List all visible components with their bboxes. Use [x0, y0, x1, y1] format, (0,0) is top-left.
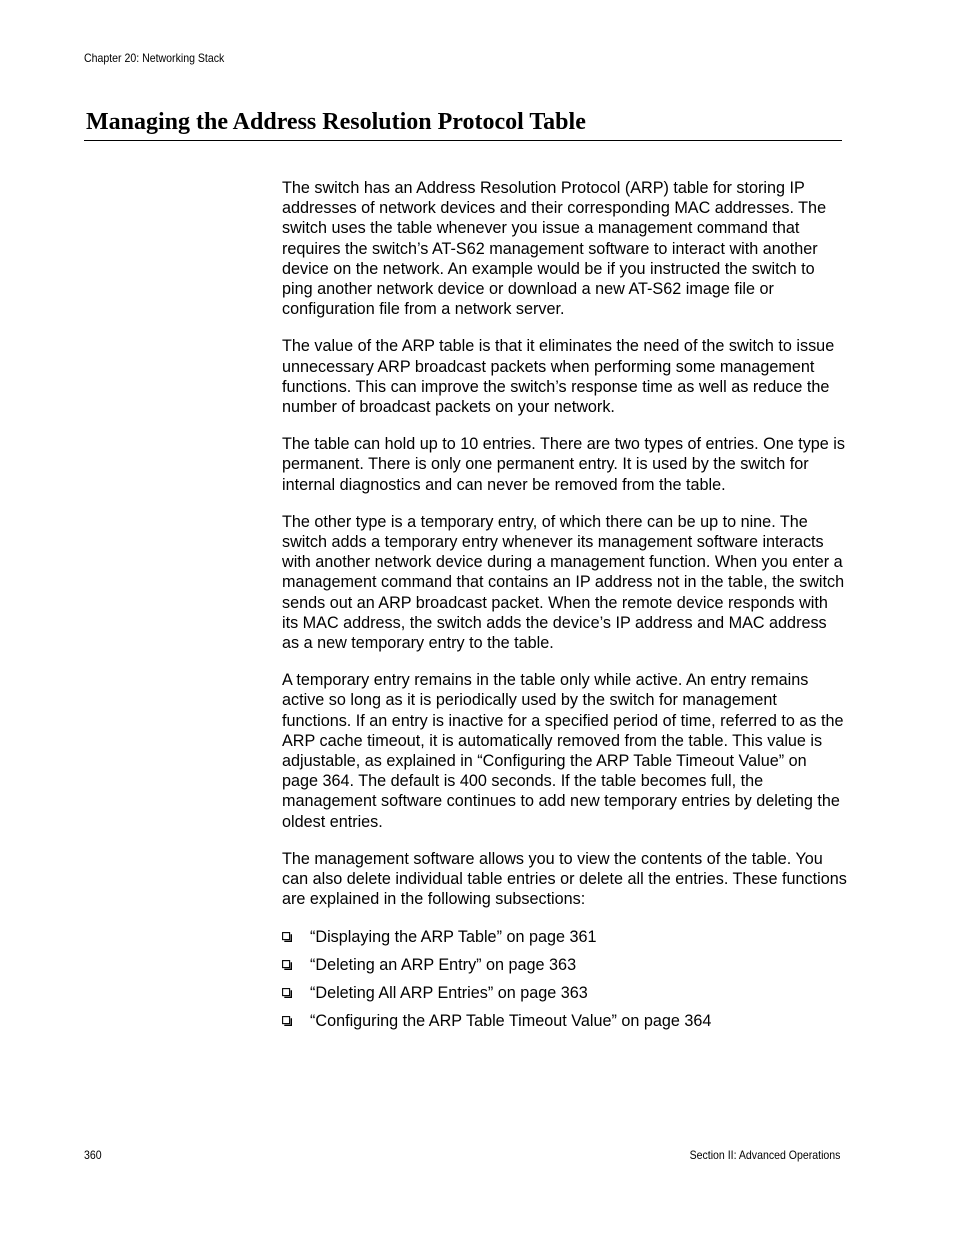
paragraph: A temporary entry remains in the table only while active. An entry remains active so long as it is periodically used by the switch for management functions. If an entry is inactive for a specified period of time, referred to as the ARP cache timeout, it is automatically removed from the table. This value is adjustable, as explained in “Configuring the ARP Table Timeout Value” on page 364. The default is 400 seconds. If the table becomes full, the management software continues to add new temporary entries by deleting the oldest entries.: [282, 671, 844, 831]
list-item: [282, 983, 847, 1011]
xref-link-configuring-arp-timeout[interactable]: “Configuring the ARP Table Timeout Value” on page 364: [310, 1011, 712, 1030]
body-text: [282, 178, 847, 1039]
list-item: [282, 1011, 847, 1039]
checkbox-bullet-icon: [282, 960, 292, 970]
checkbox-bullet-icon: [282, 988, 292, 998]
xref-link-deleting-all-arp-entries[interactable]: “Deleting All ARP Entries” on page 363: [310, 983, 588, 1002]
paragraph: The other type is a temporary entry, of which there can be up to nine. The switch adds a temporary entry whenever its management software interacts with another network device during a management function. When you enter a management command that contains an IP address not in the table, the switch sends out an ARP broadcast packet. When the remote device responds with its MAC address, the switch adds the device’s IP address and MAC address as a new temporary entry to the table.: [282, 512, 845, 653]
list-item: [282, 927, 847, 955]
paragraph: The value of the ARP table is that it eliminates the need of the switch to issue unnecessary ARP broadcast packets when performing some management functions. This can improve the switch’s response time as well as reduce the number of broadcast packets on your network.: [282, 337, 835, 417]
paragraph: The switch has an Address Resolution Protocol (ARP) table for storing IP addresses of network devices and their corresponding MAC addresses. The switch uses the table whenever you issue a management command that requires the switch’s AT-S62 management software to interact with another device on the network. An example would be if you instructed the switch to ping another network device or download a new AT-S62 image file or configuration file from a network server.: [282, 179, 827, 319]
xref-link-displaying-arp-table[interactable]: “Displaying the ARP Table” on page 361: [310, 927, 597, 946]
checkbox-bullet-icon: [282, 1016, 292, 1026]
footer-section-name: Section II: Advanced Operations: [689, 1148, 840, 1162]
page-number: 360: [84, 1148, 102, 1162]
subsection-list: [282, 927, 847, 1039]
title-rule: [84, 140, 842, 141]
section-title: Managing the Address Resolution Protocol Table: [86, 109, 586, 135]
paragraph: The table can hold up to 10 entries. There are two types of entries. One type is permanent. There is only one permanent entry. It is used by the switch for internal diagnostics and can never be removed from the table.: [282, 435, 845, 494]
checkbox-bullet-icon: [282, 932, 292, 942]
list-item: [282, 955, 847, 983]
running-head: Chapter 20: Networking Stack: [84, 51, 225, 65]
xref-link-deleting-arp-entry[interactable]: “Deleting an ARP Entry” on page 363: [310, 955, 577, 974]
paragraph: The management software allows you to view the contents of the table. You can also delete individual table entries or delete all the entries. These functions are explained in the following subsections:: [282, 849, 847, 909]
